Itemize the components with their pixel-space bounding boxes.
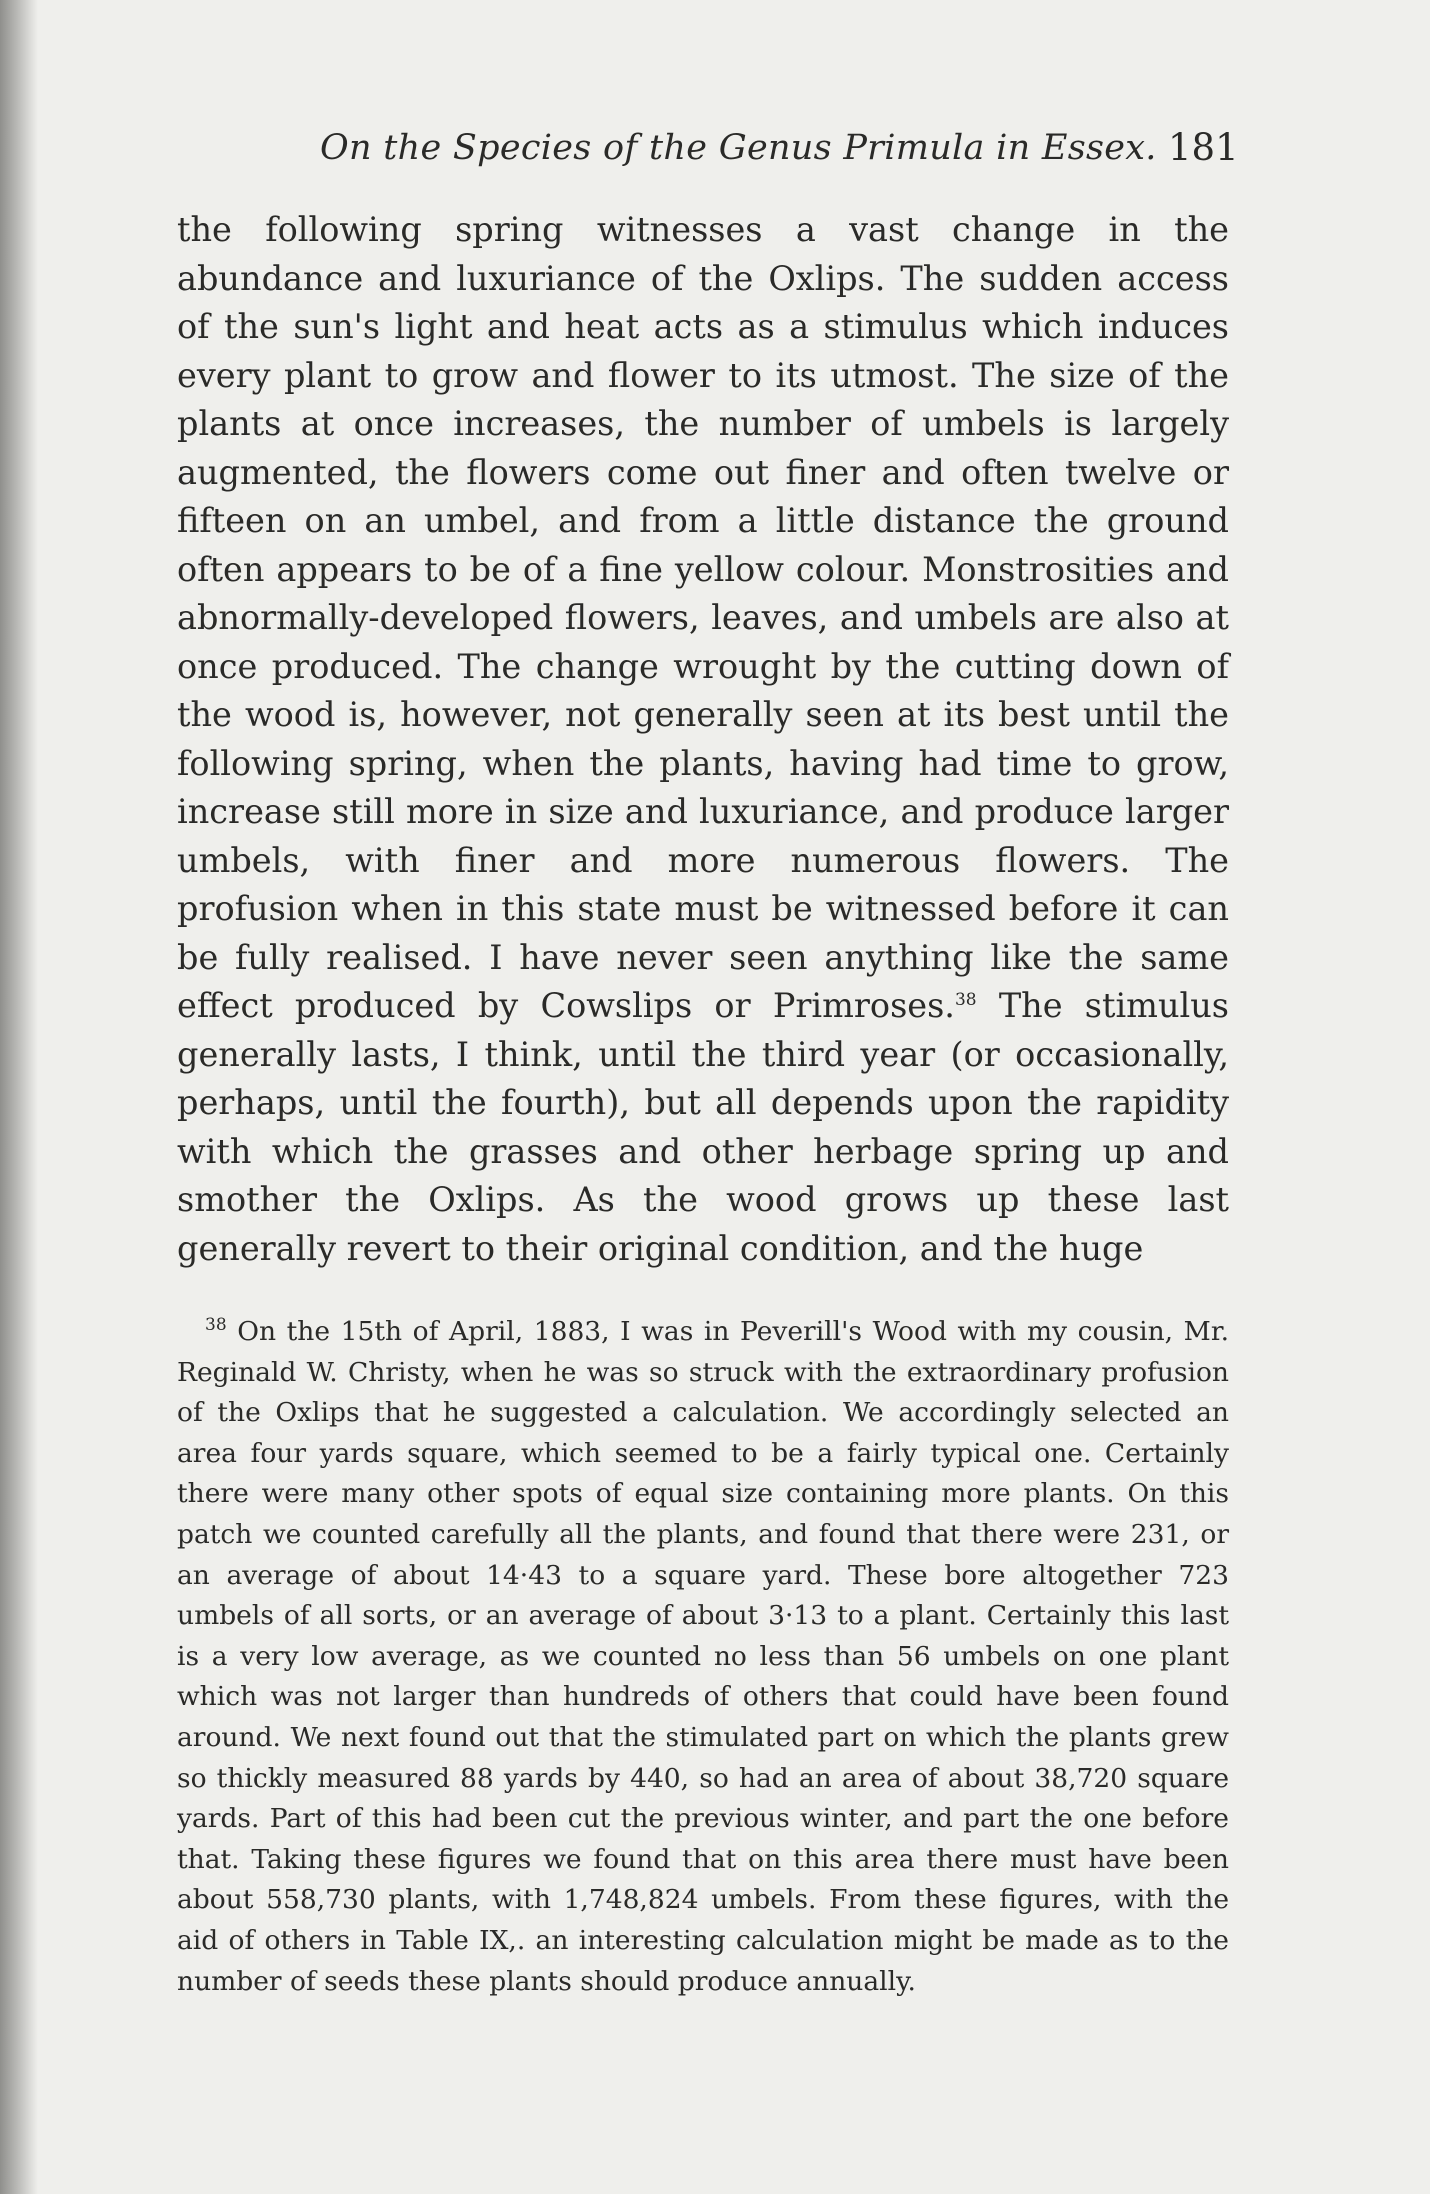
body-text (177, 206, 1229, 1273)
body-text-before-ref: the following spring witnesses a vast change in the abundance and luxuriance of the Oxlips. The sudden access of the sun's light and heat acts as a stimulus which induces every plant to grow and flower to its utmost. The size of the plants at once increases, the number of umbels is largely augmented, the flowers come out finer and often twelve or fifteen on an umbel, and from a little distance the ground often appears to be of a fine yellow colour. Monstrosities and abnormally-developed flowers, leaves, and umbels are also at once produced. The change wrought by the cutting down of the wood is, however, not generally seen at its best until the following spring, when the plants, having had time to grow, increase still more in size and luxuriance, and produce larger umbels, with finer and more numerous flowers. The profusion when in this state must be witnessed before it can be fully realised. I have never seen anything like the same effect produced by Cowslips or Primroses. (177, 210, 1229, 1025)
footnote-text: On the 15th of April, 1883, I was in Peverill's Wood with my cousin, Mr. Reginald W. Christy, when he was so struck with the extraordinary profusion of the Oxlips that he suggested a calculation. We accordingly selected an area four yards square, which seemed to be a fairly typical one. Certainly there were many other spots of equal size containing more plants. On this patch we counted carefully all the plants, and found that there were 231, or an average of about 14·43 to a square yard. These bore altogether 723 umbels of all sorts, or an average of about 3·13 to a plant. Certainly this last is a very low average, as we counted no less than 56 umbels on one plant which was not larger than hundreds of others that could have been found around. We next found out that the stimulated part on which the plants grew so thickly measured 88 yards by 440, so had an area of about 38,720 square yards. Part of this had been cut the previous winter, and part the one before that. Taking these figures we found that on this area there must have been about 558,730 plants, with 1,748,824 umbels. From these figures, with the aid of others in Table IX,. an interesting calculation might be made as to the number of seeds these plants should produce annually. (177, 1316, 1229, 1997)
footnote-paragraph (177, 1312, 1229, 2002)
footnote (177, 1312, 1229, 2002)
footnote-reference: 38 (954, 989, 977, 1010)
running-head-title: On the Species of the Genus Primula in Essex. (320, 128, 1157, 168)
body-paragraph (177, 206, 1229, 1273)
page-number: 181 (1168, 126, 1239, 169)
body-text-after-ref: The stimulus generally lasts, I think, until the third year (or occasionally, perhaps, until the fourth), but all depends upon the rapidity with which the grasses and other herbage spring up and smother the Oxlips. As the wood grows up these last generally revert to their original condition, and the huge (177, 986, 1229, 1268)
running-head (320, 128, 1220, 168)
footnote-marker: 38 (205, 1315, 227, 1336)
